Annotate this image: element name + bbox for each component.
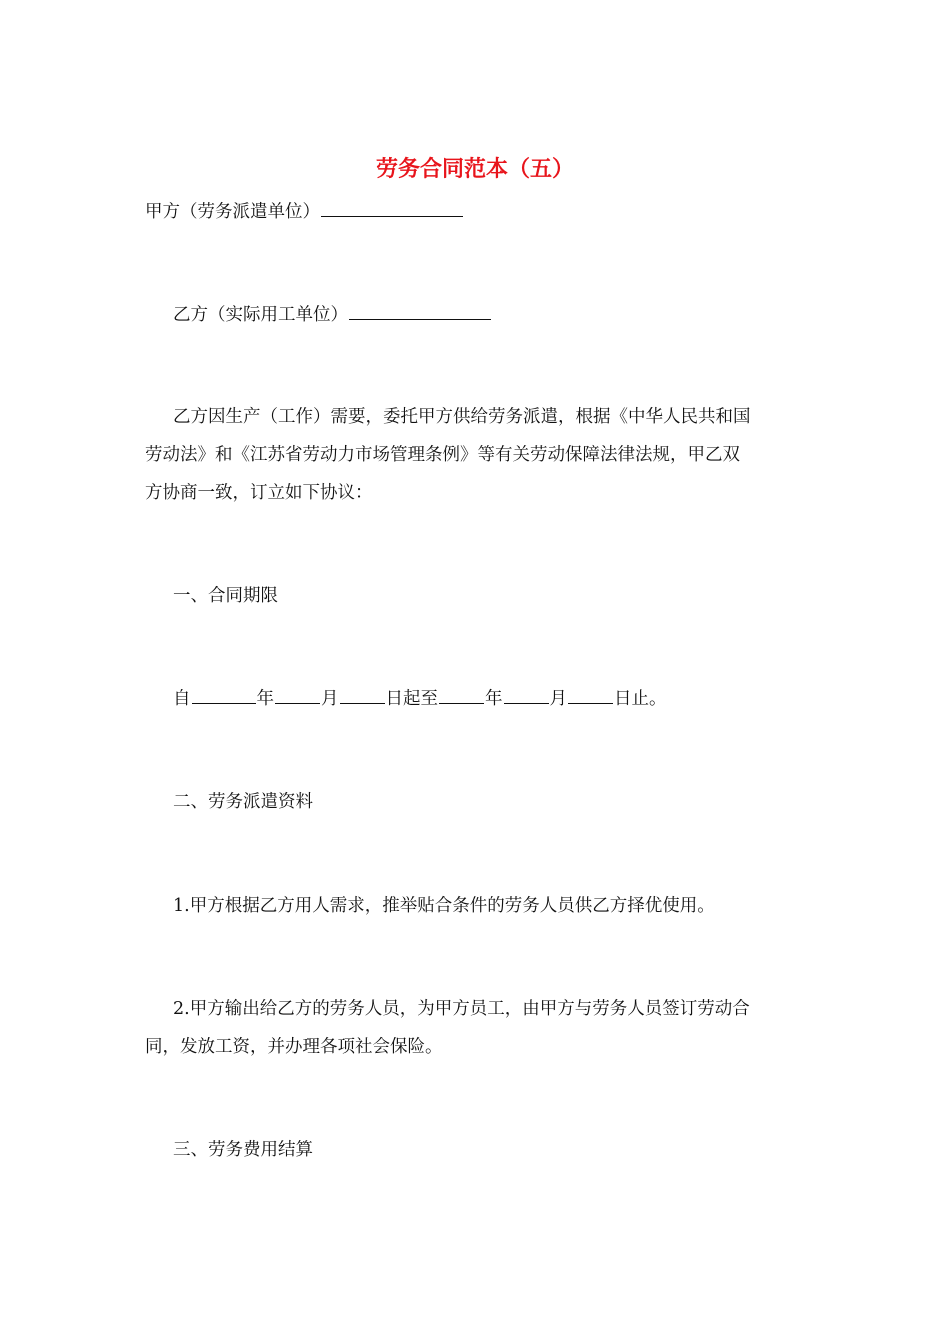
term-year-2: 年 — [485, 689, 503, 709]
clause-2-2-paragraph — [145, 990, 807, 1066]
term-end-year-blank — [439, 681, 484, 704]
term-start-year-blank — [192, 681, 256, 704]
term-month-1: 月 — [321, 689, 339, 709]
term-day-1: 日起至 — [385, 689, 438, 709]
party-b-blank — [349, 297, 491, 320]
section-3-heading: 三、劳务费用结算 — [173, 1140, 313, 1160]
clause-2-1: 1.甲方根据乙方用人需求，推举贴合条件的劳务人员供乙方择优使用。 — [173, 896, 715, 916]
party-a-label: 甲方（劳务派遣单位） — [145, 202, 320, 222]
clause-2-2-line-1: 2.甲方输出给乙方的劳务人员，为甲方员工，由甲方与劳务人员签订劳动合 — [173, 999, 750, 1019]
preamble-line-2: 劳动法》和《江苏省劳动力市场管理条例》等有关劳动保障法律法规，甲乙双 — [145, 445, 740, 465]
term-from: 自 — [173, 689, 191, 709]
term-end-month-blank — [504, 681, 549, 704]
party-b-line — [173, 296, 492, 334]
section-2-heading: 二、劳务派遣资料 — [173, 792, 313, 812]
preamble-line-1: 乙方因生产（工作）需要，委托甲方供给劳务派遣，根据《中华人民共和国 — [173, 407, 751, 427]
term-day-2: 日止。 — [614, 689, 667, 709]
section-1-heading: 一、合同期限 — [173, 586, 278, 606]
preamble-line-3: 方协商一致，订立如下协议： — [145, 483, 373, 503]
clause-2-2-line-2: 同，发放工资，并办理各项社会保险。 — [145, 1037, 443, 1057]
party-a-line — [145, 193, 464, 231]
term-end-day-blank — [568, 681, 613, 704]
party-a-blank — [321, 194, 463, 217]
preamble-paragraph — [145, 398, 807, 512]
document-title: 劳务合同范本（五） — [375, 156, 574, 182]
term-month-2: 月 — [549, 689, 567, 709]
term-start-day-blank — [340, 681, 385, 704]
party-b-label: 乙方（实际用工单位） — [173, 305, 348, 325]
contract-term-line — [173, 680, 667, 718]
term-start-month-blank — [275, 681, 320, 704]
term-year-1: 年 — [256, 689, 274, 709]
